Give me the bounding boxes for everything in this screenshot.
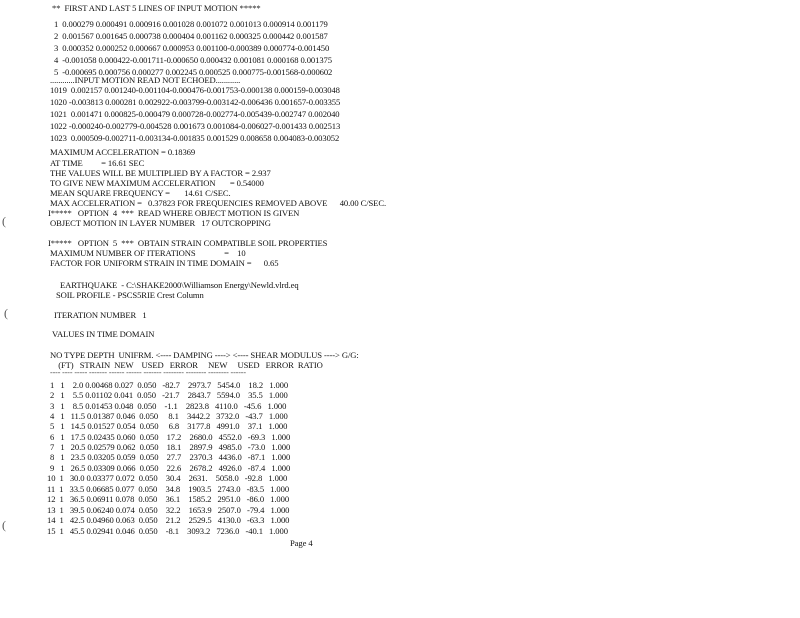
param-factor: THE VALUES WILL BE MULTIPLIED BY A FACTOR = 2.937 — [50, 168, 271, 178]
last-line-5: 1023 0.000509-0.002711-0.003134-0.001835 0.001529 0.008658 0.004083-0.003052 — [50, 133, 340, 143]
table-row: 7 1 20.5 0.02579 0.062 0.050 18.1 2897.9 4985.0 -73.0 1.000 — [50, 442, 291, 452]
table-dashes: ---- ---- ----- ------- ------ ------ ------- -------- -------- -------- ------ — [50, 368, 246, 377]
param-at-time: AT TIME = 16.61 SEC — [50, 158, 145, 168]
last-line-3: 1021 0.001471 0.000825-0.000479 0.000728-0.002774-0.005439-0.002747 0.002040 — [50, 109, 340, 119]
option-5: I***** OPTION 5 *** OBTAIN STRAIN COMPATIBLE SOIL PROPERTIES — [48, 238, 328, 248]
table-row: 4 1 11.5 0.01387 0.046 0.050 8.1 3442.2 3732.0 -43.7 1.000 — [50, 411, 288, 421]
values-title: VALUES IN TIME DOMAIN — [52, 329, 155, 339]
table-row: 8 1 23.5 0.03205 0.059 0.050 27.7 2370.3 4436.0 -87.1 1.000 — [50, 452, 291, 462]
last-line-2: 1020 -0.003813 0.000281 0.002922-0.003799-0.003142-0.006436 0.001657-0.003355 — [50, 97, 341, 107]
option-4: I***** OPTION 4 *** READ WHERE OBJECT MOTION IS GIVEN — [48, 208, 300, 218]
scan-mark: ( — [4, 306, 8, 320]
page-number: Page 4 — [290, 538, 313, 548]
table-row: 11 1 33.5 0.06685 0.077 0.050 34.8 1903.5 2743.0 -83.5 1.000 — [47, 484, 290, 494]
param-mean-freq: MEAN SQUARE FREQUENCY = 14.61 C/SEC. — [50, 188, 231, 198]
uniform-strain-factor: FACTOR FOR UNIFORM STRAIN IN TIME DOMAIN = 0.65 — [48, 258, 279, 268]
table-row: 14 1 42.5 0.04960 0.063 0.050 21.2 2529.5 4130.0 -63.3 1.000 — [47, 515, 290, 525]
table-row: 10 1 30.0 0.03377 0.072 0.050 30.4 2631. 5058.0 -92.8 1.000 — [47, 473, 288, 483]
param-max-accel-freq: MAX ACCELERATION = 0.37823 FOR FREQUENCIES REMOVED ABOVE 40.00 C/SEC. — [50, 198, 387, 208]
param-new-max: TO GIVE NEW MAXIMUM ACCELERATION = 0.54000 — [50, 178, 264, 188]
table-header-1: NO TYPE DEPTH UNIFRM. <---- DAMPING ----> <---- SHEAR MODULUS ----> G/G: — [50, 350, 359, 360]
soil-profile: SOIL PROFILE - PSCS5RIE Crest Column — [56, 290, 204, 300]
last-line-4: 1022 -0.000240-0.002779-0.004528 0.001673 0.001084-0.006027-0.001433 0.002513 — [50, 121, 341, 131]
earthquake-path: EARTHQUAKE - C:\SHAKE2000\Williamson Energy\Newld.vlrd.eq — [60, 280, 299, 290]
param-max-accel: MAXIMUM ACCELERATION = 0.18369 — [50, 147, 196, 157]
object-motion: OBJECT MOTION IN LAYER NUMBER 17 OUTCROPPING — [48, 218, 271, 228]
table-row: 1 1 2.0 0.00468 0.027 0.050 -82.7 2973.7 5454.0 18.2 1.000 — [50, 380, 289, 390]
scan-mark: ( — [2, 214, 6, 228]
table-row: 15 1 45.5 0.02941 0.046 0.050 -8.1 3093.2 7236.0 -40.1 1.000 — [47, 526, 288, 536]
first-line-2: 2 0.001567 0.001645 0.000738 0.000404 0.001162 0.000325 0.000442 0.001587 — [54, 31, 328, 41]
table-row: 3 1 8.5 0.01453 0.048 0.050 -1.1 2823.8 4110.0 -45.6 1.000 — [50, 401, 287, 411]
section-header: ** FIRST AND LAST 5 LINES OF INPUT MOTION ***** — [52, 3, 261, 13]
first-line-1: 1 0.000279 0.000491 0.000916 0.001028 0.001072 0.001013 0.000914 0.001179 — [54, 19, 328, 29]
table-row: 12 1 36.5 0.06911 0.078 0.050 36.1 1585.2 2951.0 -86.0 1.000 — [47, 494, 290, 504]
max-iterations: MAXIMUM NUMBER OF ITERATIONS = 10 — [48, 248, 246, 258]
table-row: 2 1 5.5 0.01102 0.041 0.050 -21.7 2843.7 5594.0 35.5 1.000 — [50, 390, 288, 400]
scan-mark: ( — [2, 518, 6, 532]
iteration-number: ITERATION NUMBER 1 — [54, 310, 147, 320]
first-line-3: 3 0.000352 0.000252 0.000667 0.000953 0.001100-0.000389 0.000774-0.001450 — [54, 43, 330, 53]
table-row: 9 1 26.5 0.03309 0.066 0.050 22.6 2678.2 4926.0 -87.4 1.000 — [50, 463, 291, 473]
table-row: 5 1 14.5 0.01527 0.054 0.050 6.8 3177.8 4991.0 37.1 1.000 — [50, 421, 288, 431]
last-line-1: 1019 0.002157 0.001240-0.001104-0.000476-0.001753-0.000138 0.000159-0.003048 — [50, 85, 340, 95]
table-row: 13 1 39.5 0.06240 0.074 0.050 32.2 1653.9 2507.0 -79.4 1.000 — [47, 505, 290, 515]
not-echoed-note: ............INPUT MOTION READ NOT ECHOED............ — [50, 75, 241, 85]
table-header-2: (FT) STRAIN NEW USED ERROR NEW USED ERROR RATIO — [50, 360, 323, 370]
first-line-5: 5 -0.000695 0.000756 0.000277 0.002245 0.000525 0.000775-0.001568-0.000602 — [54, 67, 333, 77]
first-line-4: 4 -0.001058 0.000422-0.001711-0.000650 0.000432 0.001081 0.000168 0.001375 — [54, 55, 332, 65]
table-row: 6 1 17.5 0.02435 0.060 0.050 17.2 2680.0 4552.0 -69.3 1.000 — [50, 432, 291, 442]
